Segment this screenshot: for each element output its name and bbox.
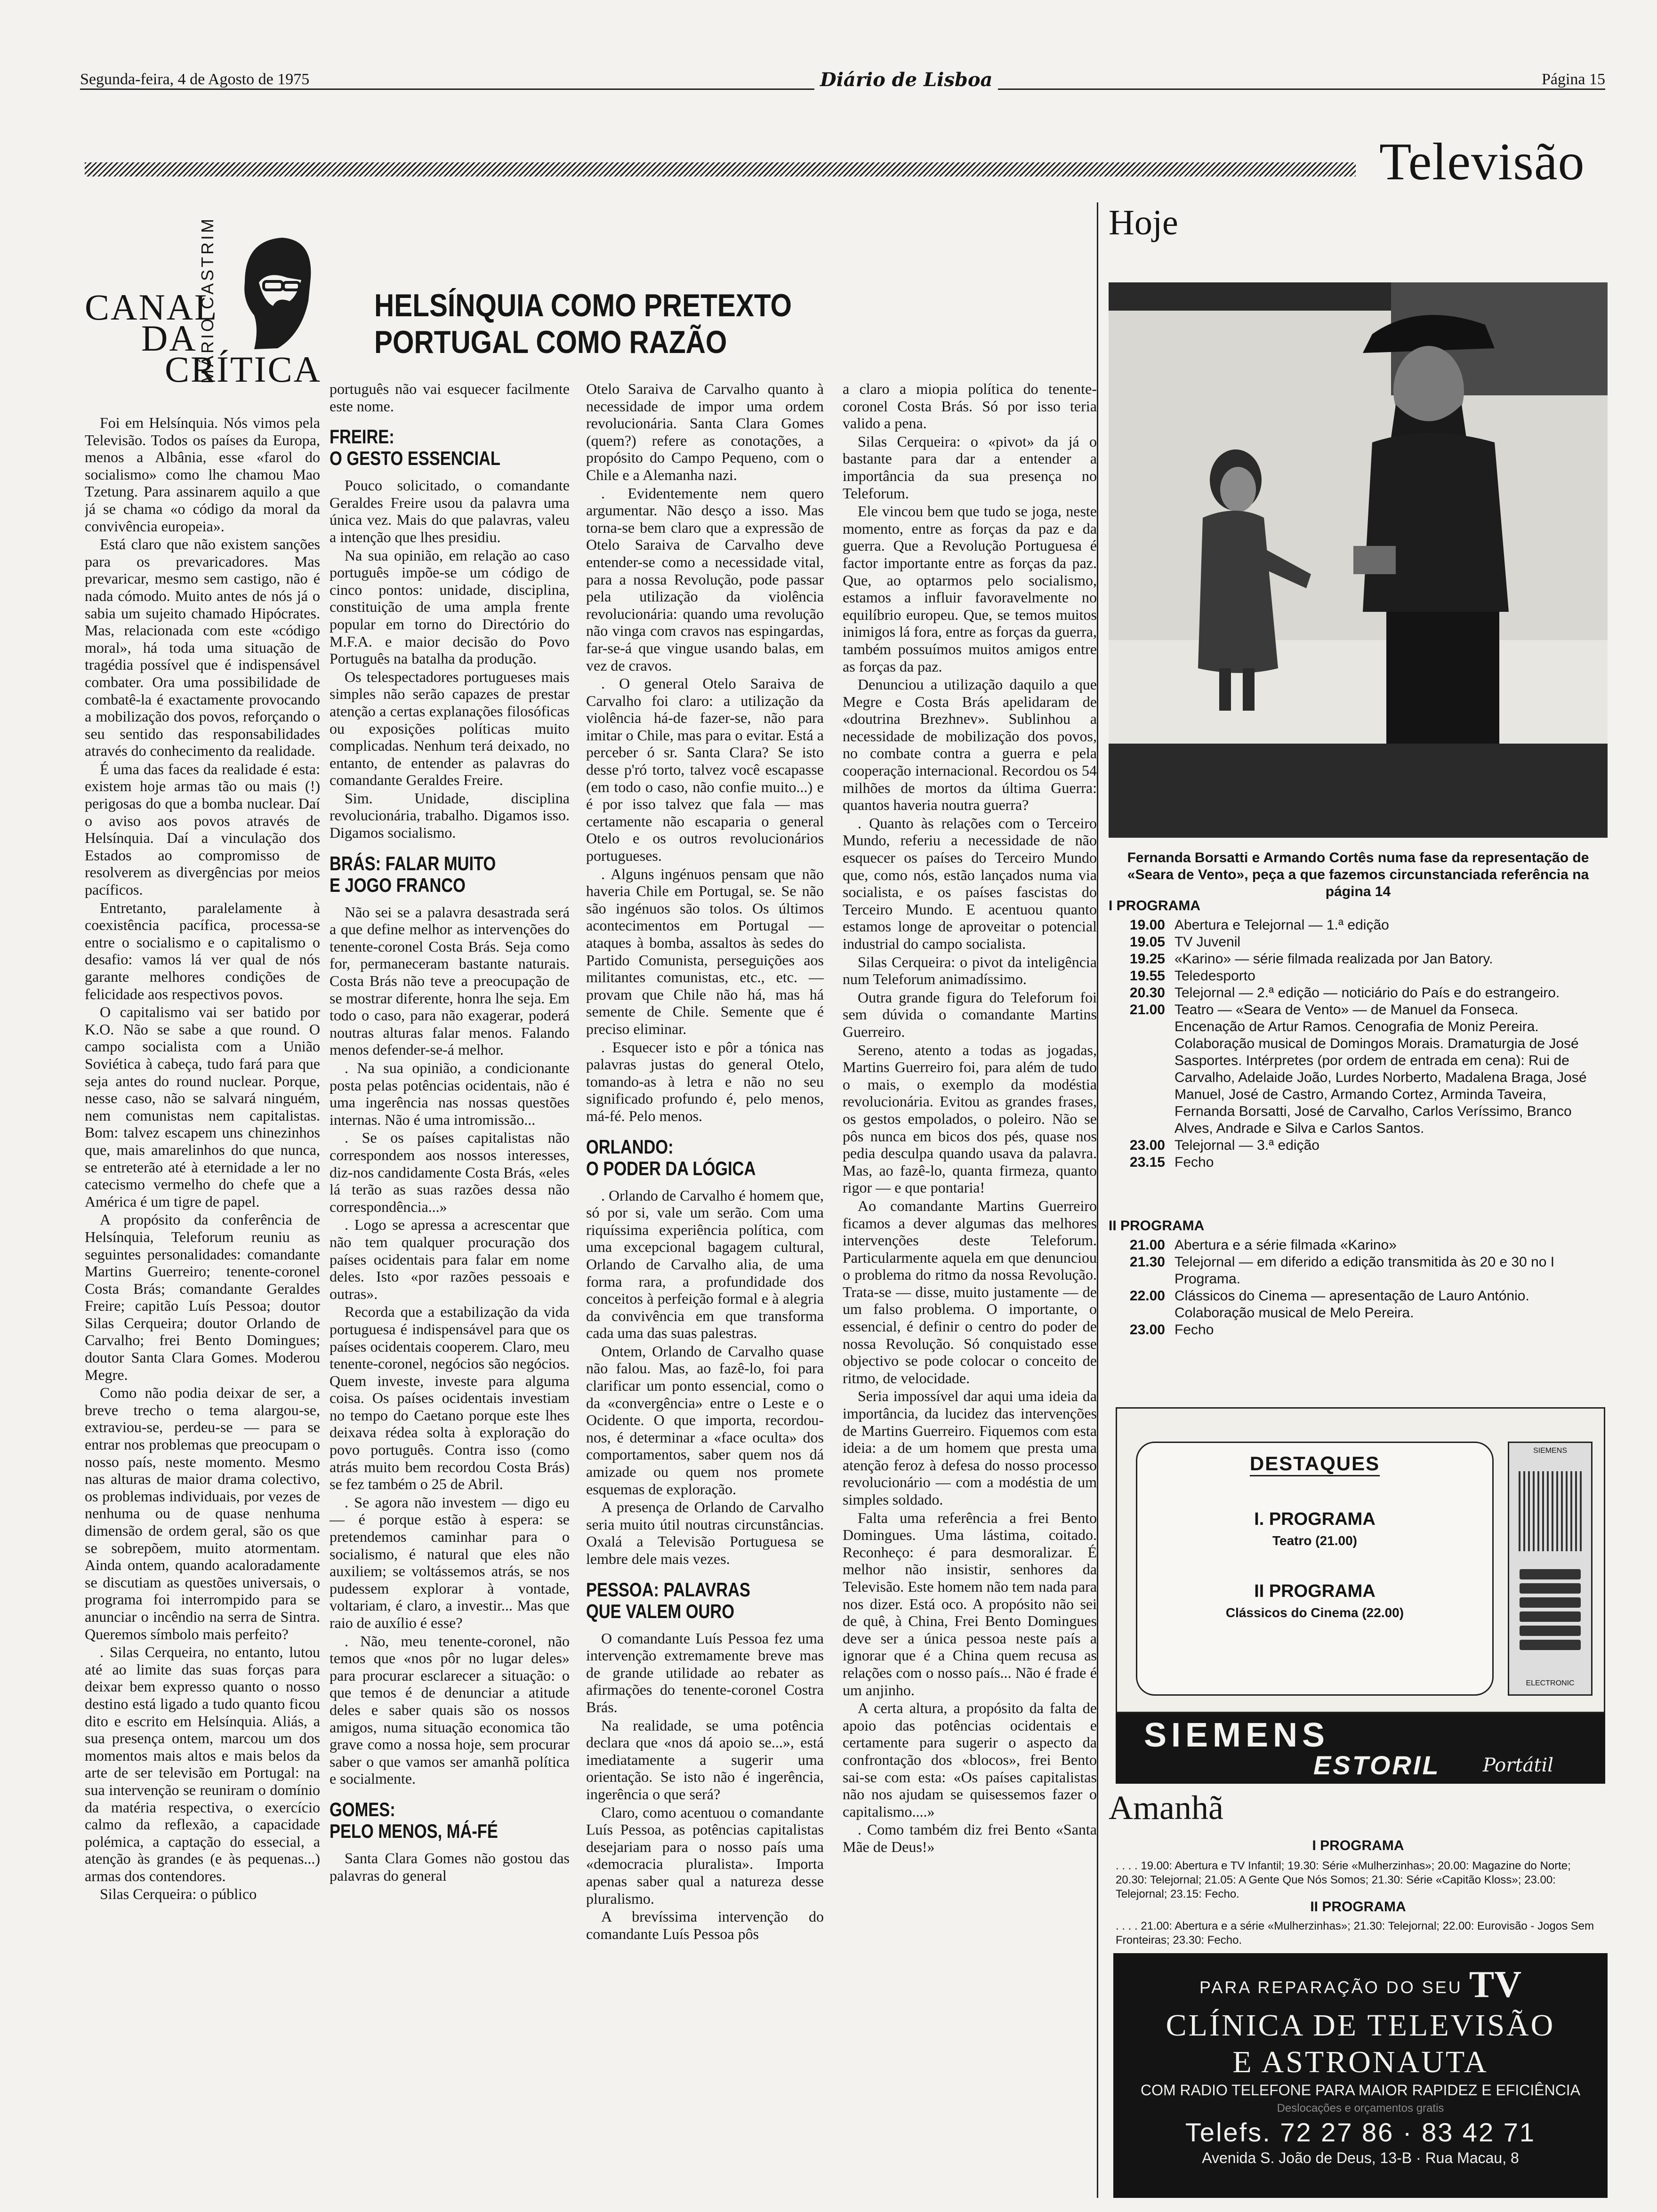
paragraph: . Silas Cerqueira, no entanto, lutou até ao limite das suas forças para deixar bem expresso quanto o nosso destino está ligado a tudo quanto ficou dito e escrito em Helsínquia. Aliás, a sua presença ontem, marcou um dos momentos mais altos e mais belos da arte de ser televisão em Portugal: na sua intervenção se reuniram o domínio da matéria respectiva, o exercício calmo da reflexão, a capacidade polémica, a captação do essecial, a atenção às grandes (e às pequenas...) armas dos contendores. xyxy=(85,1643,320,1884)
subhead-line: ORLANDO: xyxy=(586,1135,674,1158)
tomorrow-programme-1: . . . . 19.00: Abertura e TV Infantil; 19.30: Série «Mulherzinhas»; 20.00: Magazine do Norte; 20.30: Telejornal; 21.05: A Gente Que Nós Somos; 21.30: Série «Capitão Kloss»; 23.00: Telejornal; 23.15: Fecho. xyxy=(1116,1859,1571,1900)
paragraph: Outra grande figura do Teleforum foi sem dúvida o comandante Martins Guerreiro. xyxy=(843,988,1097,1040)
today-heading: Hoje xyxy=(1109,203,1178,242)
page-number: Página 15 xyxy=(1536,71,1605,88)
paragraph: português não vai esquecer facilmente este nome. xyxy=(330,380,570,415)
schedule-desc: «Karino» — série filmada realizada por Jan Batory. xyxy=(1174,951,1493,967)
schedule-time: 23.00 xyxy=(1129,1138,1165,1153)
paragraph: Claro, como acentuou o comandante Luís Pessoa, as potências capitalistas desejariam para o nosso país uma «democracia pluralista». Importa apenas saber qual a natureza desse pluralismo. xyxy=(586,1803,824,1907)
ad-address: Avenida S. João de Deus, 13-B · Rua Macau, 8 xyxy=(1202,2149,1519,2166)
channel-button xyxy=(1520,1569,1581,1579)
schedule-desc: Telejornal — 3.ª edição xyxy=(1174,1138,1319,1153)
ad-clinic-name-2: E ASTRONAUTA xyxy=(1232,2045,1488,2079)
article-headline xyxy=(374,287,792,361)
tv-control-panel xyxy=(1508,1442,1593,1696)
headline-line-1: HELSÍNQUIA COMO PRETEXTO xyxy=(374,288,792,323)
highlight-programme-1: I. PROGRAMA xyxy=(1254,1509,1375,1529)
paragraph: Ele vincou bem que tudo se joga, neste momento, entre as forças da paz e da guerra. Que a Revolução Portuguesa é factor importante entre as forças da paz. Que, ao optarmos pelo socialismo, estamos a influir favoravelmente no equilíbrio europeu. Que, se temos muitos inimigos lá fora, entre as forças da guerra, também possuímos muitos amigos entre as forças da paz. xyxy=(843,503,1097,675)
paragraph: O capitalismo vai ser batido por K.O. Não se sabe a que round. O campo socialista com a União Soviética à cabeça, tudo fará para que seja antes do round nuclear. Porque, nesse caso, não se salvará ninguém, nem comunistas nem capitalistas. Bom: talvez escapem uns chinezinhos que, mais amarelinhos do que nunca, se entreterão até à eternidade a ler no catecismo vermelho do chefe que a América é um tigre de papel. xyxy=(85,1003,320,1210)
paragraph: Sim. Unidade, disciplina revolucionária, trabalho. Digamos isso. Digamos socialismo. xyxy=(330,789,570,842)
paragraph: . Se os países capitalistas não correspondem aos nossos interesses, diz-nos candidamente Costa Brás, «eles lá terão as suas razões dessa não correspondência...» xyxy=(330,1129,570,1215)
paragraph: Silas Cerqueira: o público xyxy=(100,1885,257,1903)
paragraph: Falta uma referência a frei Bento Domingues. Uma lástima, coitado. Reconheço: é para desmoralizar. É melhor não insistir, senhores da Televisão. Este homem não tem nada para nos dizer. Está oco. A propósito não sei de quê, à China, Frei Bento Domingues deve ser a única pessoa neste país a ignorar que é a China quem recusa as relações com o nosso país... Não é frade é um anjinho. xyxy=(843,1509,1097,1699)
schedule-row xyxy=(1118,1154,1589,1171)
schedule-desc: Clássicos do Cinema — apresentação de Lauro António. Colaboração musical de Melo Pereira. xyxy=(1174,1288,1529,1321)
issue-date: Segunda-feira, 4 de Agosto de 1975 xyxy=(80,71,315,88)
subhead-line: O GESTO ESSENCIAL xyxy=(330,447,500,470)
article-column-1 xyxy=(85,414,320,2203)
paragraph: É uma das faces da realidade é esta: existem hoje armas tão ou mais (!) perigosas do que a bomba nuclear. Daí o aviso aos povos através de Helsínquia. Daí a vinculação dos Estados ao compromisso de resolverem as divergências por meios pacíficos. xyxy=(85,760,320,898)
programme-2-heading: II PROGRAMA xyxy=(1109,1218,1205,1234)
paragraph: Ao comandante Martins Guerreiro ficamos a dever algumas das melhores intervenções deste Teleforum. Particularmente aquela em que denunciou o problema do ritmo da nossa Revolução. Trata-se — disse, muito justamente — de um falso problema. O importante, o essencial, é definir o centro do poder de nossa Revolução. Só conquistado esse objectivo se pode colocar o conceito de ritmo, de velocidade. xyxy=(843,1197,1097,1387)
paragraph: . Orlando de Carvalho é homem que, só por si, vale um serão. Com uma riquíssima experiência política, com uma excepcional bagagem cultural, Orlando de Carvalho alia, de uma forma rara, a profundidade dos conceitos à perfeição formal e à alegria da convivência em que transforma cada uma das suas palestras. xyxy=(586,1186,824,1342)
paragraph: Recorda que a estabilização da vida portuguesa é indispensável para que os países ocidentais cooperem. Claro, meu tenente-coronel, negócios são negócios. Quem investe, investe para alguma coisa. Os países ocidentais investiam no tempo do Caetano porque este lhes deixava rédea solta à exploração do povo português. Contra isso (como atrás muito bem recordou Costa Brás) se fez também o 25 de Abril. xyxy=(330,1303,570,1493)
paragraph: . Esquecer isto e pôr a tónica nas palavras justas do general Otelo, tomando-as à letra e não no seu significado profundo é, pelo menos, má-fé. Pelo menos. xyxy=(586,1038,824,1124)
paragraph: Na sua opinião, em relação ao caso português impõe-se um código de cinco pontos: unidade, disciplina, constituição de uma ampla frente popular em torno do Directório do M.F.A. e maior decisão do Povo Português na batalha da produção. xyxy=(330,546,570,667)
paragraph: . Como também diz frei Bento «Santa Mãe de Deus!» xyxy=(843,1821,1097,1855)
highlights-title: DESTAQUES xyxy=(1250,1452,1380,1476)
schedule-time: 23.15 xyxy=(1129,1154,1165,1170)
schedule-time: 20.30 xyxy=(1129,985,1165,1001)
paragraph: Pouco solicitado, o comandante Geraldes Freire usou da palavra uma única vez. Mais do que palavras, valeu a intenção que lhes presidiu. xyxy=(330,477,570,545)
column-name-l2: DA xyxy=(141,318,197,359)
paragraph: Não sei se a palavra desastrada será a que define melhor as intervenções do tenente-coronel Costa Brás. Seja como for, permaneceram bastante naturais. Costa Brás não teve a preocupação de se mostrar diferente, honra lhe seja. Em todo o caso, para não exagerar, poderá noutras alturas falar menos. Falando menos defender-se-á melhor. xyxy=(330,903,570,1058)
paragraph: Está claro que não existem sanções para os prevaricadores. Mas prevaricar, mesmo sem castigo, não é nada cómodo. Muito antes de nós já o sabia um sujeito chamado Hipócrates. Mas, relacionada com este «código moral», há toda uma situação de tragédia possível que é indispensável combater. Ora uma possibilidade de combatê-la é exactamente provocando a mobilização dos povos, reforçando o seu sentido das responsabilidades através do conhecimento da realidade. xyxy=(85,536,320,760)
schedule-row xyxy=(1118,985,1589,1002)
paragraph: Entretanto, paralelamente à coexistência pacífica, processa-se entre o socialismo e o capitalismo o desafio: vamos lá ver qual de nós garante melhores condições de felicidade aos respectivos povos. xyxy=(85,899,320,1002)
paragraph: a claro a miopia política do tenente-coronel Costa Brás. Só por isso teria valido a pena. xyxy=(843,380,1097,432)
schedule-time: 23.00 xyxy=(1129,1322,1165,1338)
newspaper-name: Diário de Lisboa xyxy=(814,69,998,91)
column-logo xyxy=(85,198,334,405)
subhead-line: PESSOA: PALAVRAS xyxy=(586,1578,750,1601)
paragraph: A propósito da conferência de Helsínquia, Teleforum reuniu as seguintes personalidades: comandante Martins Guerreiro; tenente-coronel Costa Brás; comandante Geraldes Freire; capitão Luís Pessoa; doutor Silas Cerqueira; doutor Orlando de Carvalho; frei Bento Domingues; doutor Santa Clara Gomes. Moderou Megre. xyxy=(85,1211,320,1383)
paragraph: Os telespectadores portugueses mais simples não serão capazes de prestar atenção a certas explanações filosóficas ou exposições políticas muito complicadas. Nenhum terá deixado, no entanto, de entender as palavras do comandante Geraldes Freire. xyxy=(330,668,570,789)
subhead-orlando xyxy=(586,1136,820,1179)
channel-button xyxy=(1520,1611,1581,1622)
schedule-row xyxy=(1118,1137,1589,1154)
schedule-row xyxy=(1118,1237,1589,1254)
section-hatch-rule xyxy=(85,162,1356,176)
schedule-time: 19.05 xyxy=(1129,934,1165,950)
photo-caption: Fernanda Borsatti e Armando Cortês numa fase da representação de «Seara de Vento», peça a que fazemos circunstanciada referência na página 14 xyxy=(1127,850,1589,899)
column-author: MÁRIO CASTRIM xyxy=(198,216,217,384)
paragraph: Silas Cerqueira: o pivot da inteligência num Teleforum animadíssimo. xyxy=(843,953,1097,988)
paragraph: Silas Cerqueira: o «pivot» da já o bastante para dar a entender a importância da sua presença no Teleforum. xyxy=(843,433,1097,502)
highlight-programme-2-show: Clássicos do Cinema (22.00) xyxy=(1225,1605,1404,1620)
schedule-time: 19.55 xyxy=(1129,968,1165,984)
schedule-time: 19.25 xyxy=(1129,951,1165,967)
schedule-desc: TV Juvenil xyxy=(1174,934,1241,950)
article-column-4 xyxy=(843,380,1097,2203)
tv-screen xyxy=(1136,1442,1494,1696)
subhead-line: BRÁS: FALAR MUITO xyxy=(330,852,496,874)
siemens-banner xyxy=(1116,1713,1605,1784)
paragraph: . Logo se apressa a acrescentar que não tem qualquer procuração dos países ocidentais para falar em nome deles. Isto «por razões pessoais e outras». xyxy=(330,1216,570,1302)
schedule-time: 19.00 xyxy=(1129,917,1165,933)
schedule-desc: Telejornal — 2.ª edição — noticiário do País e do estrangeiro. xyxy=(1174,985,1560,1001)
paragraph: Otelo Saraiva de Carvalho quanto à necessidade de impor uma ordem revolucionária. Santa Clara Gomes (quem?) refere as conotações, a propósito do Campo Pequeno, com o Chile e a Alemanha nazi. xyxy=(586,380,824,483)
ad-tv: TV xyxy=(1469,1964,1521,2005)
headline-line-2: PORTUGAL COMO RAZÃO xyxy=(374,324,727,360)
schedule-time: 22.00 xyxy=(1129,1288,1165,1304)
paragraph: A certa altura, a propósito da falta de apoio das potências ocidentais e certamente para sugerir o aspecto da confrontação dos «blocos», frei Bento sai-se com esta: «Os países capitalistas não nos ajudam se quisessemos fazer o capitalismo....» xyxy=(843,1699,1097,1820)
schedule-time: 21.00 xyxy=(1129,1237,1165,1253)
schedule-desc: Abertura e Telejornal — 1.ª edição xyxy=(1174,917,1389,933)
subhead-line: E JOGO FRANCO xyxy=(330,874,466,896)
schedule-desc: Fecho xyxy=(1174,1154,1214,1170)
schedule-row xyxy=(1118,951,1589,968)
masthead xyxy=(80,71,1605,99)
subhead-line: GOMES: xyxy=(330,1798,395,1820)
channel-button xyxy=(1520,1583,1581,1594)
tomorrow-programme-1-heading: I PROGRAMA xyxy=(1312,1838,1404,1853)
column-name xyxy=(85,287,322,390)
paragraph: . O general Otelo Saraiva de Carvalho foi claro: a utilização da violência há-de fazer-se, não para imitar o Chile, mas para o evitar. Está a perceber ó sr. Santa Clara? Se isto desse p'ró torto, talvez você escapasse (em todo o caso, não confie muito...) e é por isso talvez que fala — mas certamente não escaparia o general Otelo e os outros revolucionários portugueses. xyxy=(586,675,824,865)
schedule-time: 21.30 xyxy=(1129,1254,1165,1270)
schedule-row xyxy=(1118,1002,1589,1137)
schedule-row xyxy=(1118,968,1589,985)
channel-button xyxy=(1520,1626,1581,1636)
schedule-row xyxy=(1118,1254,1589,1288)
highlights-tv-ad xyxy=(1116,1407,1605,1713)
channel-button xyxy=(1520,1640,1581,1650)
paragraph: A presença de Orlando de Carvalho seria muito útil noutras circunstâncias. Oxalá a Televisão Portuguesa se lembre dele mais vezes. xyxy=(586,1499,824,1567)
highlight-programme-2: II PROGRAMA xyxy=(1254,1581,1375,1601)
siemens-brand: SIEMENS xyxy=(1144,1716,1330,1754)
speaker-grille xyxy=(1519,1471,1585,1551)
theatre-photo xyxy=(1109,282,1608,838)
article-column-2 xyxy=(330,380,570,2203)
paragraph: Na realidade, se uma potência declara que «nos dá apoio se...», está imediatamente a sugerir uma orientação. Se isto não é ingerência, ingerência o que será? xyxy=(586,1716,824,1803)
ad-phones: Telefs. 72 27 86 · 83 42 71 xyxy=(1185,2117,1536,2147)
subhead-line: QUE VALEM OURO xyxy=(586,1600,735,1622)
subhead-freire xyxy=(330,426,566,469)
article-column-3 xyxy=(586,380,824,2203)
paragraph: . Evidentemente nem quero argumentar. Não desço a isso. Mas torna-se bem claro que a expressão de Otelo Saraiva de Carvalho deve entender-se como a necessidade vital, para a nossa Revolução, pode passar pela utilização da violência revolucionária: quando uma revolução não vinga com cravos nas espingardas, far-se-á que vingue usando balas, em vez de cravos. xyxy=(586,484,824,674)
tomorrow-programme-2: . . . . 21.00: Abertura e a série «Mulherzinhas»; 21.30: Telejornal; 22.00: Eurovisão - Jogos Sem Fronteiras; 23.30: Fecho. xyxy=(1116,1920,1594,1947)
subhead-pessoa xyxy=(586,1579,820,1622)
schedule-row xyxy=(1118,1322,1589,1338)
tomorrow-programme-2-heading: II PROGRAMA xyxy=(1310,1899,1406,1915)
paragraph: . Não, meu tenente-coronel, não temos que «nos pôr no lugar deles» para procurar esclarecer a situação: o que temos é de denunciar a atitude deles e saber quais são os nossos amigos, numa situação economica tão grave como a nossa hoje, sem procurar saber o que vamos ser amanhã política e socialmente. xyxy=(330,1632,570,1787)
section-title: Televisão xyxy=(1379,133,1585,191)
schedule-desc: Abertura e a série filmada «Karino» xyxy=(1174,1237,1397,1253)
programme-1-schedule xyxy=(1118,917,1589,1171)
paragraph: Denunciou a utilização daquilo a que Megre e Costa Brás apelidaram de «doutrina Brezhnev». Sublinhou a necessidade de mobilização dos povos, no combate contra a guerra e pela cooperação internacional. Recordou os 54 milhões de mortos da última Guerra: quantos haveria noutra guerra? xyxy=(843,676,1097,814)
siemens-signature: Portátil xyxy=(1483,1755,1554,1776)
schedule-row xyxy=(1118,934,1589,951)
programme-2-schedule xyxy=(1118,1237,1589,1338)
column-name-l1: CANAL xyxy=(85,287,218,328)
paragraph: A brevíssima intervenção do comandante Luís Pessoa pôs xyxy=(586,1908,824,1942)
ad-service: COM RADIO TELEFONE PARA MAIOR RAPIDEZ E EFICIÊNCIA xyxy=(1140,2082,1581,2099)
highlight-programme-1-show: Teatro (21.00) xyxy=(1272,1533,1357,1548)
column-name-l3: CRÍTICA xyxy=(165,349,322,390)
paragraph: O comandante Luís Pessoa fez uma intervenção extremamente breve mas de grande utilidade ao rebater as afirmações do tenente-coronel Costra Brás. xyxy=(586,1629,824,1715)
ad-tagline-text: PARA REPARAÇÃO DO SEU xyxy=(1199,1978,1463,1997)
paragraph: Foi em Helsínquia. Nós vimos pela Televisão. Todos os países da Europa, menos a Albânia, esse «farol do socialismo» como lhe chamou Mao Tzetung. Para assinarem aquilo a que já se chama «o código da moral da convivência europeia». xyxy=(85,414,320,535)
channel-buttons xyxy=(1509,1565,1591,1654)
tv-panel-model: ELECTRONIC xyxy=(1526,1679,1575,1687)
schedule-desc: Fecho xyxy=(1174,1322,1214,1338)
listings-divider xyxy=(1097,202,1098,2198)
paragraph: Como não podia deixar de ser, a breve trecho o tema alargou-se, extraviou-se, perdeu-se — para se entrar nos problemas que preocupam o nosso país, neste momento. Mesmo nas alturas de maior drama colectivo, os problemas individuais, por vezes de nenhuma ou de quase nenhuma dimensão de ordem geral, são os que se sobrepõem, muito atormentam. Ainda ontem, quando acaloradamente se discutiam as questões universais, o programa foi interrompido para se anunciar o incêndio na serra de Sintra. Queremos símbolo mais perfeito? xyxy=(85,1384,320,1643)
paragraph: Seria impossível dar aqui uma ideia da importância, da lucidez das intervenções de Martins Guerreiro. Fiquemos com esta ideia: a de um homem que presta uma atenção feroz à defesa do nosso processo revolucionário — com a modéstia de um simples soldado. xyxy=(843,1387,1097,1508)
subhead-line: PELO MENOS, MÁ-FÉ xyxy=(330,1819,498,1842)
siemens-model: ESTORIL xyxy=(1313,1750,1440,1780)
paragraph: Sereno, atento a todas as jogadas, Martins Guerreiro foi, para além de tudo o mais, o exemplo da modéstia revolucionária. Evitou as grandes frases, os gestos empolados, o poleiro. Não se pôs nunca em bicos dos pés, quase nos pedia desculpa quando usava da palavra. Mas, ao fazê-lo, quanta firmeza, quanto rigor — e que pontaria! xyxy=(843,1041,1097,1196)
schedule-desc: Telejornal — em diferido a edição transmitida às 20 e 30 no I Programa. xyxy=(1174,1254,1555,1287)
tomorrow-heading: Amanhã xyxy=(1109,1789,1223,1827)
schedule-row xyxy=(1118,917,1589,934)
schedule-row xyxy=(1118,1288,1589,1322)
programme-1-heading: I PROGRAMA xyxy=(1109,898,1200,914)
paragraph: Santa Clara Gomes não gostou das palavras do general xyxy=(330,1849,570,1884)
subhead-line: O PODER DA LÓGICA xyxy=(586,1157,756,1179)
ad-clinic-name: CLÍNICA DE TELEVISÃO xyxy=(1166,2008,1555,2043)
schedule-time: 21.00 xyxy=(1129,1002,1165,1018)
schedule-desc: Teledesporto xyxy=(1174,968,1255,984)
schedule-desc: Teatro — «Seara de Vento» — de Manuel da Fonseca. Encenação de Artur Ramos. Cenografia de Moniz Pereira. Colaboração musical de Domingos Morais. Dramaturgia de José Sasportes. Intérpretes (por ordem de entrada em cena): Rui de Carvalho, Adelaide João, Lurdes Norberto, Madalena Braga, José Manuel, José de Castro, Armando Cortez, Arminda Taveira, Fernanda Borsatti, José de Carvalho, Carlos Veríssimo, Branco Alves, Andrade e Silva e Carlos Santos. xyxy=(1174,1002,1587,1136)
paragraph: . Se agora não investem — digo eu — é porque estão à espera: se pretendemos caminhar para o socialismo, é natural que eles não auxiliem; se voltássemos atrás, se nos pudessem explorar à vontade, voltariam, é claro, a investir... Mas que raio de auxílio é esse? xyxy=(330,1493,570,1631)
paragraph: . Quanto às relações com o Terceiro Mundo, referiu a necessidade de não esquecer os países do Terceiro Mundo que, como nós, estão lançados numa via socialista, e os países fascistas do Terceiro Mundo. E acentuou quanto estamos longe de aproveitar o potencial industrial do campo socialista. xyxy=(843,814,1097,952)
paragraph: . Alguns ingénuos pensam que não haveria Chile em Portugal, se. Se não são ingénuos são tolos. Os últimos acontecimentos em Portugal — ataques à bomba, assaltos às sedes do Partido Comunista, perseguições aos militantes comunistas, etc., etc. — provam que Chile não há, mas há semente de Chile. Semente que é preciso eliminar. xyxy=(586,865,824,1037)
subhead-line: FREIRE: xyxy=(330,425,394,448)
paragraph: Ontem, Orlando de Carvalho quase não falou. Mas, ao fazê-lo, foi para clarificar um ponto essencial, como o da «convergência» entre o Leste e o Ocidente. O que importa, recordou-nos, é determinar a «face oculta» dos comportamentos, saber quem nos dá amizade ou quem nos promete esquemas de exploração. xyxy=(586,1342,824,1498)
channel-button xyxy=(1520,1597,1581,1608)
tv-repair-ad xyxy=(1113,1953,1608,2198)
ad-tagline xyxy=(1113,1964,1608,2006)
ad-note: Deslocações e orçamentos gratis xyxy=(1277,2102,1444,2115)
tv-panel-brand: SIEMENS xyxy=(1533,1447,1567,1455)
paragraph: . Na sua opinião, a condicionante posta pelas potências ocidentais, não é uma ingerência nas nossas questões internas. Não é uma intromissão... xyxy=(330,1059,570,1128)
subhead-bras xyxy=(330,853,566,896)
subhead-gomes xyxy=(330,1799,566,1842)
